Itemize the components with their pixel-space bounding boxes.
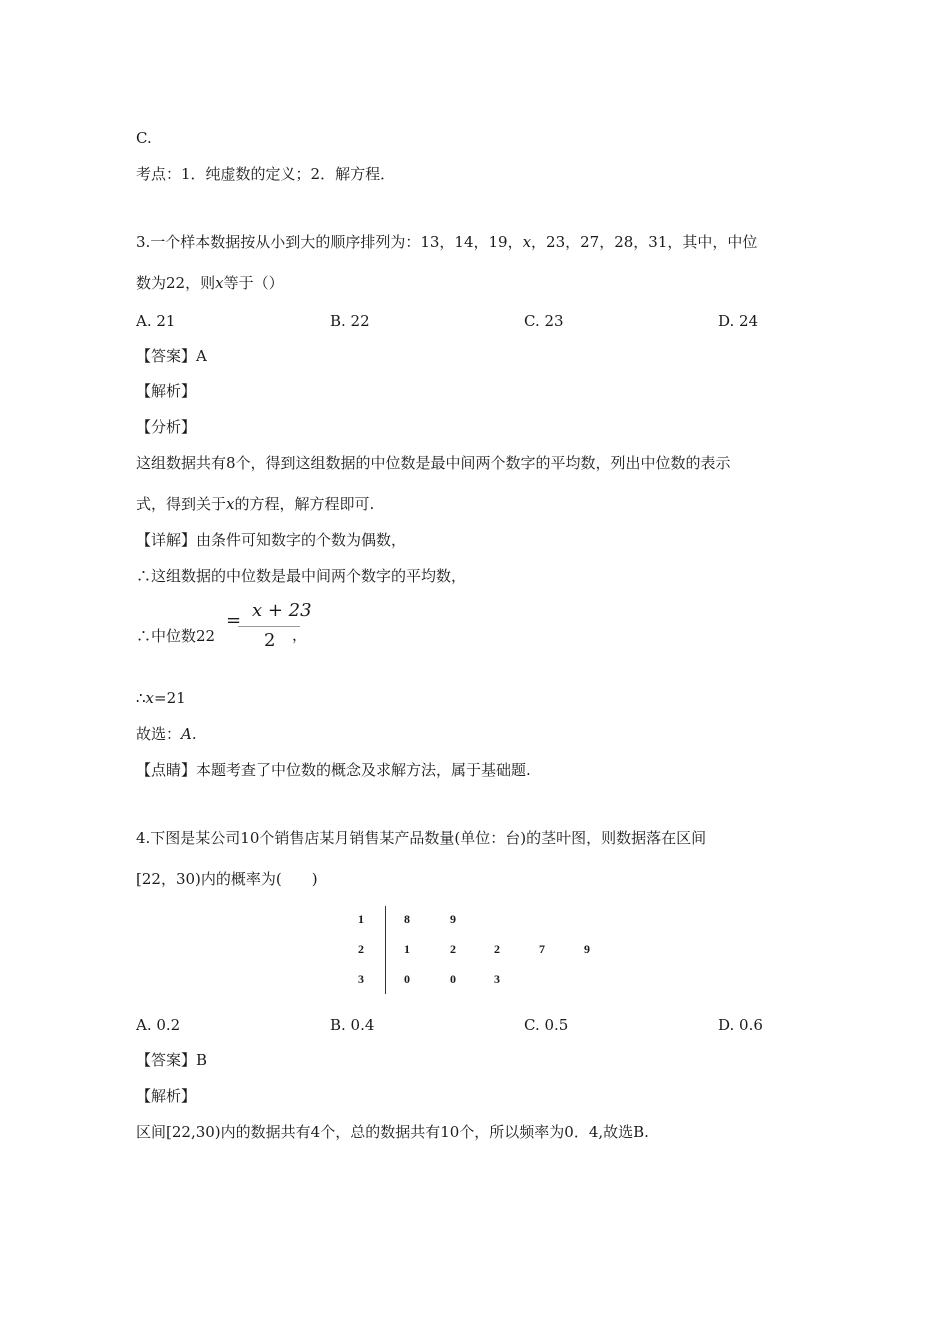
leaf-2-4: 7 (539, 942, 545, 956)
q3-fenxi-heading: 【分析】 (136, 418, 197, 436)
leaf-1-1: 8 (404, 912, 410, 926)
stem-3: 3 (358, 972, 364, 986)
q3-fenxi-line1: 这组数据共有8个，得到这组数据的中位数是最中间两个数字的平均数，列出中位数的表示 (136, 454, 731, 472)
leaf-2-1: 1 (404, 942, 410, 956)
q3-stem-line2-var: x (215, 274, 224, 292)
q3-stem-line2-a: 数为22，则 (136, 274, 216, 292)
q3-step3-prefix: ∴ (136, 689, 146, 707)
q3-fenxi-line2-b: 的方程，解方程即可. (234, 495, 375, 513)
q3-stem-text: 3.一个样本数据按从小到大的顺序排列为：13，14，19， (136, 233, 523, 251)
q3-step2-suffix: ， (292, 626, 308, 644)
q3-guxuan-prefix: 故选： (136, 725, 182, 743)
stem-1: 1 (358, 912, 364, 926)
q3-stem-line2 (136, 273, 284, 293)
q3-stem-line1 (136, 232, 757, 252)
q3-answer: 【答案】A (136, 347, 207, 365)
q3-option-a: A. 21 (136, 312, 176, 330)
stem-2: 2 (358, 942, 364, 956)
q3-step3-rest: =21 (154, 689, 186, 707)
q3-guxuan-val: A. (181, 725, 197, 743)
q3-step3-var: x (145, 689, 155, 707)
q3-step3 (136, 688, 186, 708)
stem-leaf-plot (350, 906, 610, 996)
fraction-bar (238, 626, 300, 627)
q3-option-d: D. 24 (718, 312, 759, 330)
fraction-numerator: x + 23 (252, 600, 312, 621)
q3-jiexi-heading: 【解析】 (136, 382, 197, 400)
q4-jiexi-heading: 【解析】 (136, 1087, 197, 1105)
q4-explanation: 区间[22,30)内的数据共有4个，总的数据共有10个，所以频率为0．4,故选B. (136, 1123, 649, 1141)
leaf-3-2: 0 (450, 972, 456, 986)
leaf-2-2: 2 (450, 942, 456, 956)
q4-answer: 【答案】B (136, 1051, 208, 1069)
leaf-2-3: 2 (494, 942, 500, 956)
q4-option-d: D. 0.6 (718, 1016, 763, 1034)
leaf-3-1: 0 (404, 972, 410, 986)
q4-option-b: B. 0.4 (330, 1016, 375, 1034)
q3-stem-line2-b: 等于（） (223, 274, 284, 292)
fraction-denominator: 2 (264, 630, 276, 651)
q4-option-c: C. 0.5 (524, 1016, 569, 1034)
q3-dianjing: 【点睛】本题考查了中位数的概念及求解方法，属于基础题. (136, 761, 531, 779)
q3-step2-equals: = (226, 610, 242, 631)
leaf-3-3: 3 (494, 972, 500, 986)
prev-kaodian: 考点：1．纯虚数的定义；2．解方程． (136, 165, 396, 183)
stem-leaf-divider (385, 906, 386, 994)
q3-step1: ∴这组数据的中位数是最中间两个数字的平均数， (136, 567, 467, 585)
q3-stem-var: x (522, 233, 532, 251)
q4-stem-line2: [22，30)内的概率为( ) (136, 870, 318, 888)
q4-option-a: A. 0.2 (136, 1016, 181, 1034)
q4-stem-line1: 4.下图是某公司10个销售店某月销售某产品数量(单位：台)的茎叶图，则数据落在区间 (136, 829, 707, 847)
q3-fenxi-line2 (136, 494, 374, 514)
q3-xiangjie: 【详解】由条件可知数字的个数为偶数， (136, 531, 407, 549)
q3-fenxi-line2-a: 式，得到关于 (136, 495, 227, 513)
q3-guxuan (136, 724, 197, 744)
prev-answer-tail: C. (136, 129, 152, 147)
leaf-1-2: 9 (450, 912, 456, 926)
q3-fenxi-line2-var: x (226, 495, 235, 513)
q3-step2-prefix: ∴中位数22 (136, 627, 216, 645)
q3-option-b: B. 22 (330, 312, 370, 330)
q3-option-c: C. 23 (524, 312, 564, 330)
q3-stem-tail: ，23，27，28，31，其中，中位 (531, 233, 758, 251)
leaf-2-5: 9 (584, 942, 590, 956)
